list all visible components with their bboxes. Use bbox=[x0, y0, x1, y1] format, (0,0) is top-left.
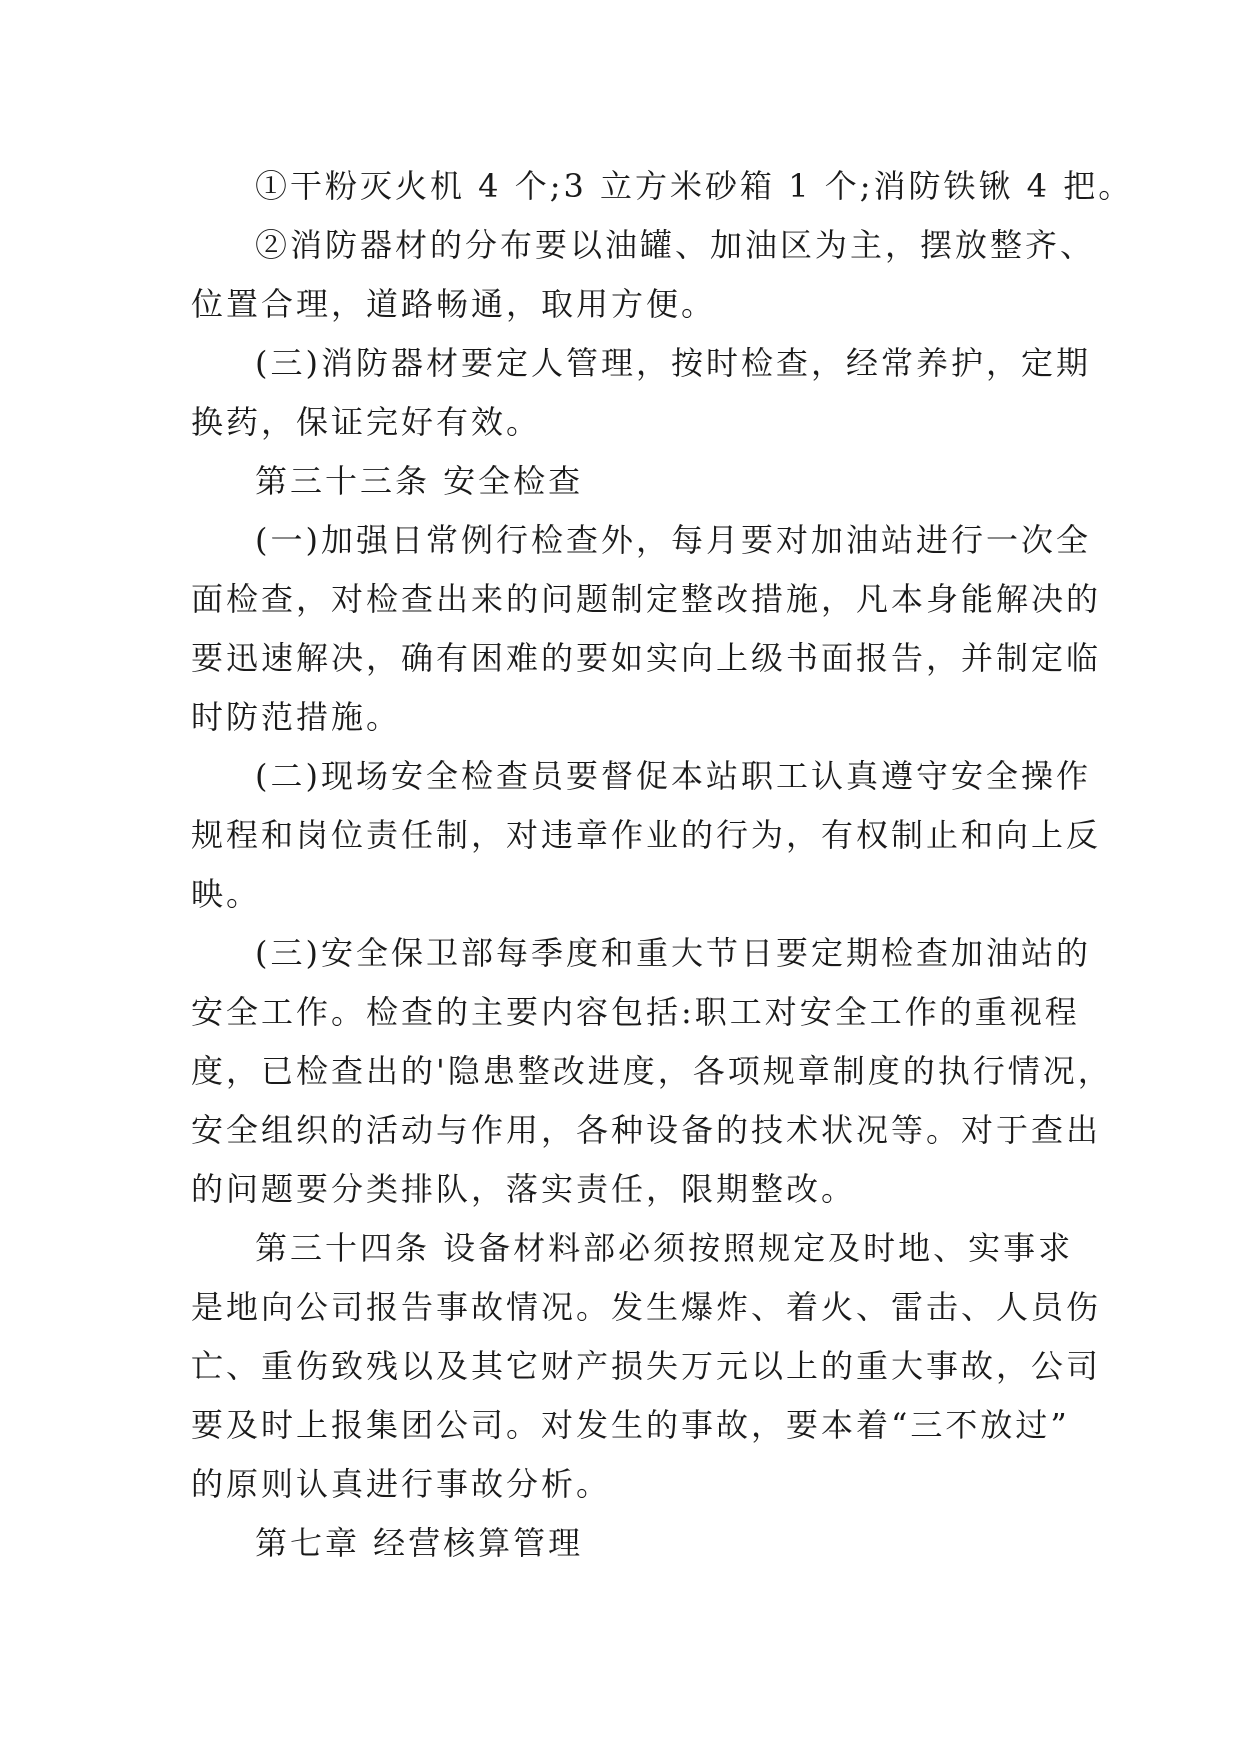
text-line: 亡、重伤致残以及其它财产损失万元以上的重大事故，公司 bbox=[191, 1347, 1102, 1385]
text-line: 要迅速解决，确有困难的要如实向上级书面报告，并制定临 bbox=[191, 639, 1102, 677]
text-line: 的问题要分类排队，落实责任，限期整改。 bbox=[191, 1170, 857, 1208]
text-line: (三)消防器材要定人管理，按时检查，经常养护，定期 bbox=[255, 344, 1091, 382]
section-heading: 第三十三条 安全检查 bbox=[255, 462, 584, 500]
text-line: ②消防器材的分布要以油罐、加油区为主，摆放整齐、 bbox=[255, 226, 1096, 264]
text-line: 规程和岗位责任制，对违章作业的行为，有权制止和向上反 bbox=[191, 816, 1102, 854]
text-line: 位置合理，道路畅通，取用方便。 bbox=[191, 285, 717, 323]
text-line: 第三十四条 设备材料部必须按照规定及时地、实事求 bbox=[255, 1229, 1074, 1267]
text-line: ①干粉灭火机 4 个;3 立方米砂箱 1 个;消防铁锹 4 把。 bbox=[255, 167, 1134, 205]
text-line: (一)加强日常例行检查外，每月要对加油站进行一次全 bbox=[255, 521, 1091, 559]
text-line: 换药，保证完好有效。 bbox=[191, 403, 542, 441]
text-line: 安全组织的活动与作用，各种设备的技术状况等。对于查出 bbox=[191, 1111, 1102, 1149]
text-line: 安全工作。检查的主要内容包括:职工对安全工作的重视程 bbox=[191, 993, 1080, 1031]
text-line: (二)现场安全检查员要督促本站职工认真遵守安全操作 bbox=[255, 757, 1091, 795]
text-line: 的原则认真进行事故分析。 bbox=[191, 1465, 612, 1503]
text-line: 是地向公司报告事故情况。发生爆炸、着火、雷击、人员伤 bbox=[191, 1288, 1102, 1326]
text-line: 时防范措施。 bbox=[191, 698, 402, 736]
chapter-heading: 第七章 经营核算管理 bbox=[255, 1524, 584, 1562]
text-line: 要及时上报集团公司。对发生的事故，要本着“三不放过” bbox=[191, 1406, 1070, 1444]
text-line: 面检查，对检查出来的问题制定整改措施，凡本身能解决的 bbox=[191, 580, 1102, 618]
text-line: 度，已检查出的'隐患整改进度，各项规章制度的执行情况， bbox=[191, 1052, 1113, 1090]
text-line: (三)安全保卫部每季度和重大节日要定期检查加油站的 bbox=[255, 934, 1091, 972]
text-line: 映。 bbox=[191, 875, 262, 913]
